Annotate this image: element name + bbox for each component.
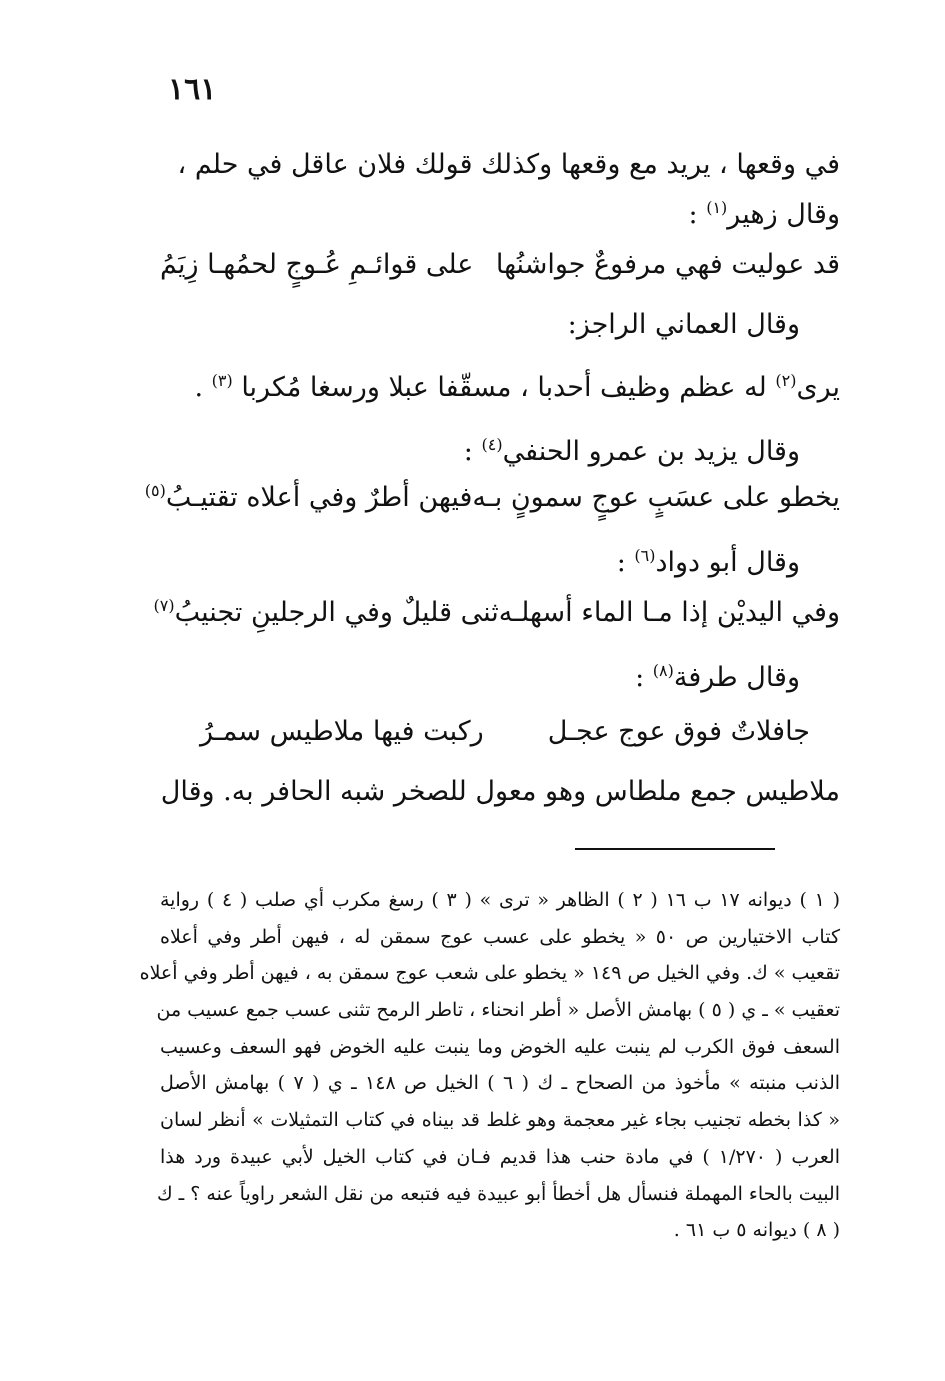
footnote-ref-3: (٣) — [211, 371, 233, 390]
line4-mid: له عظم وظيف أحدبا ، مسقّفا عبلا ورسغا مُكربا — [232, 372, 776, 403]
intro-tarafa: وقال طرفة — [673, 662, 800, 693]
line4-end: . — [194, 372, 212, 403]
footnote-ref-5: (٥) — [144, 481, 166, 500]
text-line-1: في وقعها ، يريد مع وقعها وكذلك قولك فلان عاقل في حلم ، — [177, 149, 840, 180]
colon: : — [635, 662, 653, 693]
text-line-6 — [617, 543, 800, 583]
footnote-line-1: ( ١ ) ديوانه ١٧ ب ١٦ ( ٢ ) الظاهر « ترى » ( ٣ ) رسغ مكرب أي صلب ( ٤ ) رواية — [160, 889, 840, 911]
intro-yazid: وقال يزيد بن عمرو الحنفي — [502, 436, 800, 467]
verse-4-first-hemistich: جافلاتٌ فوق عوج عجـل — [547, 716, 810, 747]
verse-4 — [200, 712, 810, 752]
footnote-ref-2: (٢) — [775, 371, 797, 390]
verse-1-first-hemistich: قد عوليت فهي مرفوعٌ جواشنُها — [495, 249, 840, 280]
line4-start: يرى — [796, 372, 840, 403]
verse-2-first-hemistich: يخطو على عسَبٍ عوجٍ سمونٍ بـه — [472, 482, 840, 513]
page-number: ١٦١ — [168, 72, 217, 107]
text-line-4 — [194, 368, 840, 408]
text-line-5 — [464, 432, 800, 472]
verse-3-second-text: ثنى قليلٌ وفي الرجلينِ تجنيبُ — [174, 597, 499, 628]
footnote-divider — [575, 848, 775, 850]
verse-2-second-text: فيهن أطرٌ وفي أعلاه تقتيـبُ — [165, 482, 473, 513]
footnote-ref-8: (٨) — [652, 661, 674, 680]
text-line-7 — [635, 658, 800, 698]
verse-3-first-hemistich: وفي اليديْن إذا مـا الماء أسهلـه — [498, 597, 840, 628]
footnote-line-2: كتاب الاختيارين ص ٥٠ « يخطو على عسب عوج سمقن له ، فيهن أطر وفي أعلاه — [160, 925, 840, 948]
footnotes — [139, 882, 841, 1249]
verse-3-second-hemistich — [154, 593, 499, 633]
footnote-line-10: ( ٨ ) ديوانه ٥ ب ٦١ . — [673, 1219, 840, 1242]
colon: : — [688, 199, 707, 230]
footnote-ref-1: (١) — [706, 198, 728, 217]
footnote-ref-7: (٧) — [153, 596, 175, 615]
verse-4-second-hemistich: ركبت فيها ملاطيس سمـرُ — [200, 716, 484, 747]
text-line-3: وقال العماني الراجز: — [567, 309, 800, 340]
footnote-line-3: تقعيب » ك. وفي الخيل ص ١٤٩ « يخطو على شعب عوج سمقن به ، فيهن أطر وفي أعلاه — [139, 962, 840, 985]
intro-abu-dawad: وقال أبو دواد — [655, 547, 800, 578]
text-line-2 — [689, 195, 840, 235]
footnote-line-9: البيت بالحاء المهملة فنسأل هل أخطأ أبو عبيدة فيه فتبعه من نقل الشعر راوياً عنه ؟ ـ ك — [156, 1182, 840, 1205]
footnote-line-5: السعف فوق الكرب لم ينبت عليه الخوض وما ينبت عليه الخوض فهو السعف وعسيب — [160, 1035, 840, 1058]
verse-2 — [144, 478, 840, 518]
footnote-line-7: « كذا بخطه تجنيب بجاء غير معجمة وهو غلط قد بيناه في كتاب التمثيلات » أنظر لسان — [160, 1109, 840, 1132]
colon: : — [463, 436, 482, 467]
colon: : — [616, 547, 635, 578]
footnote-line-8: العرب ( ١/٢٧٠ ) في مادة حنب هذا قديم فـان في كتاب الخيل لأبي عبيدة ورد هذا — [160, 1145, 840, 1168]
verse-2-second-hemistich — [145, 478, 473, 518]
footnote-line-4: تعقيب » ـ ي ( ٥ ) بهامش الأصل « أطر انحناء ، تاطر الرمح تثنى عسب جمع عسيب من — [156, 999, 840, 1022]
text-line-8: ملاطيس جمع ملطاس وهو معول للصخر شبه الحافر به. وقال — [160, 776, 840, 807]
footnote-ref-6: (٦) — [634, 546, 656, 565]
intro-zuhair: وقال زهير — [727, 199, 840, 230]
verse-1 — [160, 245, 840, 285]
footnote-ref-4: (٤) — [481, 435, 503, 454]
footnote-line-6: الذنب منبته » مأخوذ من الصحاح ـ ك ( ٦ ) الخيل ص ١٤٨ ـ ي ( ٧ ) بهامش الأصل — [160, 1072, 841, 1095]
verse-1-second-hemistich: على قوائـمِ عُـوجٍ لحمُهـا زِيَمُ — [160, 249, 474, 280]
verse-3 — [153, 593, 840, 633]
